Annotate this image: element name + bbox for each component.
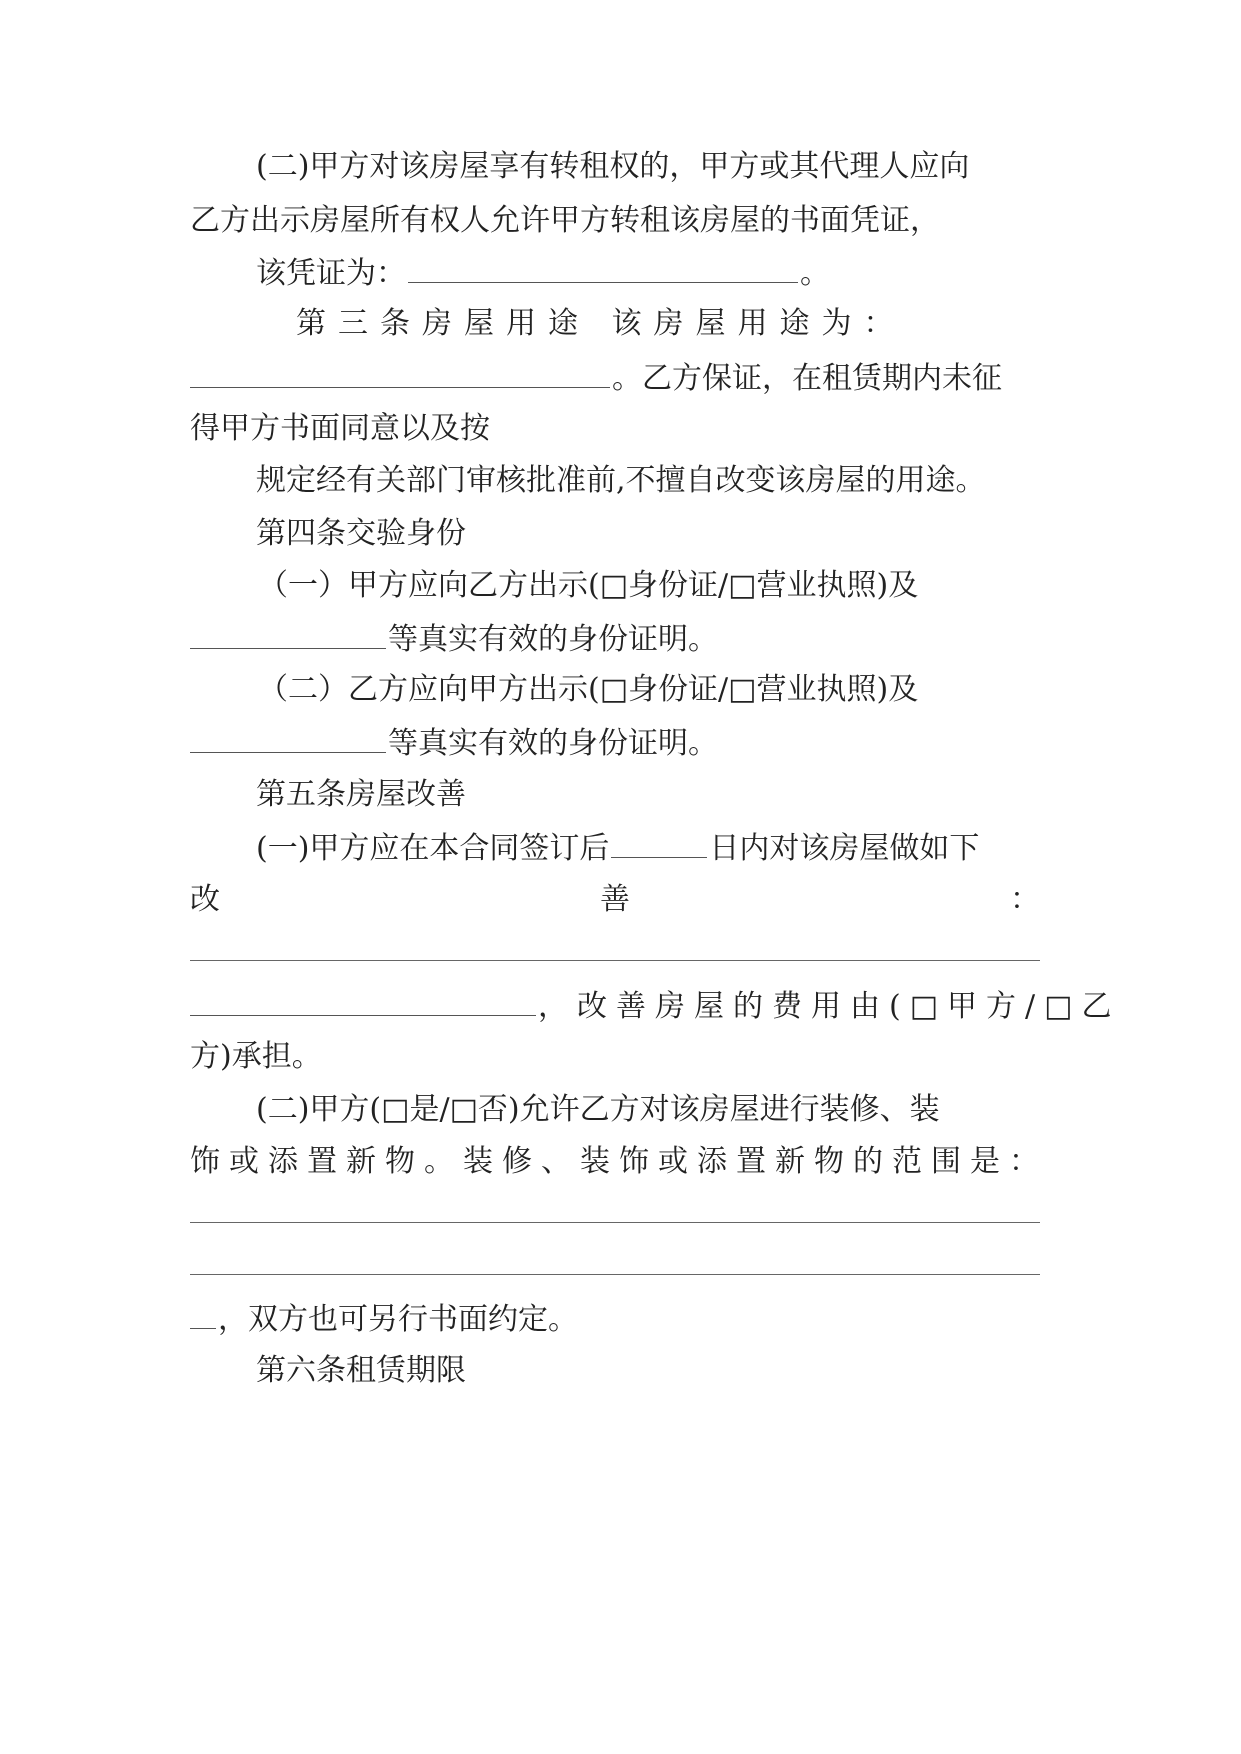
article6-heading: 第六条租赁期限: [256, 1353, 466, 1388]
certificate-label: 该凭证为：: [256, 256, 406, 291]
article5-sub2-end: [190, 1298, 1050, 1338]
improvement-cost-line2: 方)承担。: [190, 1039, 322, 1074]
article4-sub1-line1: （一）甲方应向乙方出示(□身份证/□营业执照)及: [258, 568, 919, 603]
article5-sub2-line1: (二)甲方(□是/□否)允许乙方对该房屋进行装修、装: [256, 1092, 940, 1127]
spread-word-1: 改: [190, 882, 220, 917]
days-blank[interactable]: [611, 827, 707, 858]
article4-sub1-line2: [190, 618, 1050, 658]
article2-sub2-line2: 乙方出示房屋所有权人允许甲方转租该房屋的书面凭证，: [190, 203, 940, 238]
decoration-blank-end[interactable]: [190, 1298, 216, 1329]
certificate-period: 。: [800, 256, 830, 291]
article5-sub1-prefix: (一)甲方应在本合同签订后: [256, 831, 610, 866]
article2-sub2-line1: (二)甲方对该房屋享有转租权的，甲方或其代理人应向: [256, 149, 970, 184]
article3-line3: 得甲方书面同意以及按: [190, 411, 490, 446]
article3-line2-text: 。乙方保证，在租赁期内未征: [612, 361, 1002, 396]
article3-line4: 规定经有关部门审核批准前,不擅自改变该房屋的用途。: [256, 463, 986, 498]
article5-sub2-end-text: ，双方也可另行书面约定。: [218, 1302, 578, 1337]
party-b-id-blank[interactable]: [190, 722, 386, 753]
improvement-blank-end[interactable]: [190, 985, 536, 1016]
usage-blank[interactable]: [190, 357, 610, 388]
article5-sub2-line2: 饰或添置新物。装修、装饰或添置新物的范围是：: [190, 1144, 1048, 1179]
article5-sub1-suffix: 日内对该房屋做如下: [709, 831, 980, 866]
certificate-line: [256, 252, 1050, 292]
improvement-cost-line: [190, 985, 1121, 1025]
article3-line2: [190, 357, 1050, 397]
article4-sub1-line2-text: 等真实有效的身份证明。: [388, 622, 718, 657]
article4-sub2-line2-text: 等真实有效的身份证明。: [388, 726, 718, 761]
certificate-blank[interactable]: [408, 252, 798, 283]
decoration-blank-line-1[interactable]: [190, 1222, 1040, 1223]
article4-sub2-line1: （二）乙方应向甲方出示(□身份证/□营业执照)及: [258, 672, 919, 707]
article4-heading: 第四条交验身份: [256, 516, 466, 551]
spread-word-3: ：: [1010, 882, 1040, 917]
improvement-cost-text: ，改善房屋的费用由(□甲方/□乙: [538, 989, 1121, 1024]
improvement-blank-line[interactable]: [190, 960, 1040, 961]
article5-heading: 第五条房屋改善: [256, 777, 466, 812]
decoration-blank-line-2[interactable]: [190, 1274, 1040, 1275]
article3-heading: 第三条房屋用途 该房屋用途为：: [296, 306, 906, 341]
improvement-heading-spread: [190, 880, 1040, 920]
party-a-id-blank[interactable]: [190, 618, 386, 649]
spread-word-2: 善: [600, 882, 630, 917]
article4-sub2-line2: [190, 722, 1050, 762]
article5-sub1-line1: [256, 827, 1050, 867]
